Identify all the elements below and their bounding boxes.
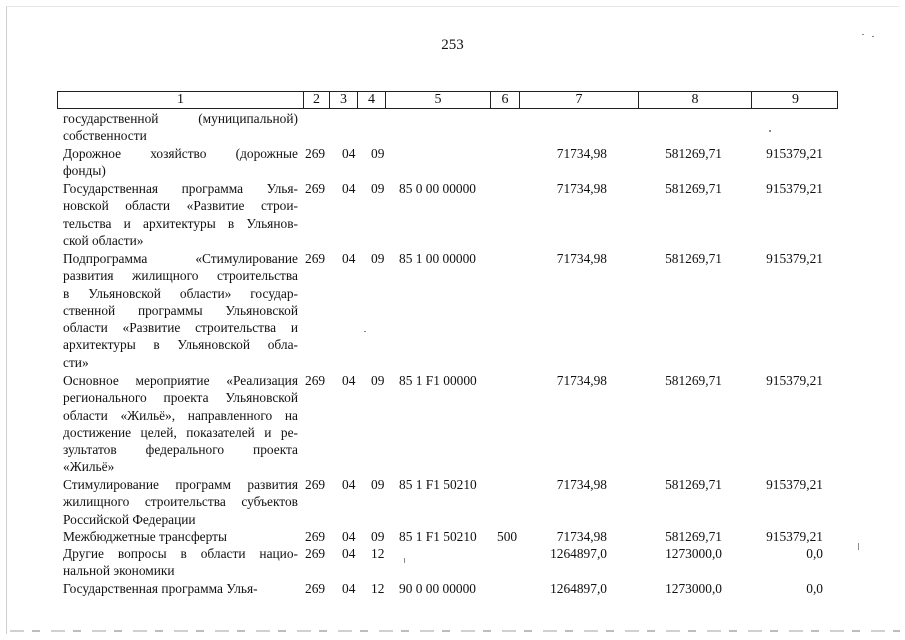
section-code: 04 bbox=[342, 146, 356, 161]
ministry-code: 269 bbox=[305, 477, 326, 492]
header-col-7: 7 bbox=[520, 92, 639, 108]
item-name bbox=[63, 580, 298, 597]
amount-col-7: 71734,98 bbox=[556, 251, 607, 266]
subsection-code: 09 bbox=[371, 251, 385, 266]
amount-col-9: 915379,21 bbox=[766, 373, 823, 388]
ministry-code: 269 bbox=[305, 581, 326, 596]
section-code: 04 bbox=[342, 529, 356, 544]
item-name-line: жилищного строительства субъектов bbox=[63, 494, 298, 510]
amount-col-7: 71734,98 bbox=[556, 146, 607, 161]
target-article-code: 85 1 00 00000 bbox=[399, 251, 476, 266]
amount-col-8: 1273000,0 bbox=[665, 581, 722, 596]
subsection-code: 09 bbox=[371, 146, 385, 161]
amount-col-7: 71734,98 bbox=[556, 477, 607, 492]
scan-edge bbox=[10, 630, 900, 632]
header-col-5: 5 bbox=[386, 92, 491, 108]
item-name-line: ской области» bbox=[63, 232, 144, 248]
amount-col-9: 915379,21 bbox=[766, 477, 823, 492]
target-article-code: 85 1 F1 50210 bbox=[399, 529, 477, 544]
item-name-line: Стимулирование программ развития bbox=[63, 477, 298, 492]
scan-speck bbox=[769, 130, 771, 132]
target-article-code: 85 0 00 00000 bbox=[399, 181, 476, 196]
header-col-9: 9 bbox=[792, 92, 799, 107]
amount-col-7: 1264897,0 bbox=[550, 546, 607, 561]
item-name-line: регионального проекта Ульяновской bbox=[63, 390, 298, 406]
page-number: 253 bbox=[441, 37, 464, 53]
amount-col-9: 915379,21 bbox=[766, 251, 823, 266]
item-name-line: Другие вопросы в области нацио- bbox=[63, 546, 298, 561]
amount-col-7: 71734,98 bbox=[556, 529, 607, 544]
scan-speck bbox=[404, 558, 405, 563]
item-name-line: архитектуры в Ульяновской обла- bbox=[63, 337, 298, 353]
amount-col-8: 581269,71 bbox=[665, 251, 722, 266]
target-article-code: 85 1 F1 50210 bbox=[399, 477, 477, 492]
item-name-line: «Жильё» bbox=[63, 459, 115, 475]
amount-col-8: 1273000,0 bbox=[665, 546, 722, 561]
item-name-line: Основное мероприятие «Реализация bbox=[63, 373, 298, 388]
item-name-line: собственности bbox=[63, 128, 147, 144]
ministry-code: 269 bbox=[305, 546, 326, 561]
header-col-2: 2 bbox=[304, 92, 330, 108]
item-name-line: нальной экономики bbox=[63, 563, 175, 579]
item-name-line: фонды) bbox=[63, 163, 106, 179]
subsection-code: 09 bbox=[371, 529, 385, 544]
item-name-line: развития жилищного строительства bbox=[63, 268, 298, 284]
section-code: 04 bbox=[342, 373, 356, 388]
item-name-line: ственной программы Ульяновской bbox=[63, 302, 298, 318]
subsection-code: 12 bbox=[371, 546, 385, 561]
amount-col-8: 581269,71 bbox=[665, 529, 722, 544]
section-code: 04 bbox=[342, 546, 356, 561]
amount-col-9: 915379,21 bbox=[766, 181, 823, 196]
section-code: 04 bbox=[342, 251, 356, 266]
scan-speck bbox=[862, 34, 864, 35]
subsection-code: 12 bbox=[371, 581, 385, 596]
item-name bbox=[63, 250, 298, 371]
expense-type-code: 500 bbox=[497, 529, 518, 544]
target-article-code: 85 1 F1 00000 bbox=[399, 373, 477, 388]
amount-col-9: 0,0 bbox=[806, 581, 823, 596]
item-name bbox=[63, 372, 298, 476]
item-name-line: сти» bbox=[63, 354, 89, 370]
scan-speck bbox=[364, 331, 366, 332]
item-name-line: новской области «Развитие строи- bbox=[63, 198, 298, 214]
header-col-4: 4 bbox=[358, 92, 386, 108]
amount-col-9: 0,0 bbox=[806, 546, 823, 561]
ministry-code: 269 bbox=[305, 373, 326, 388]
item-name-line: государственной (муниципальной) bbox=[63, 111, 298, 126]
item-name-line: в Ульяновской области» государ- bbox=[63, 285, 298, 301]
target-article-code: 90 0 00 00000 bbox=[399, 581, 476, 596]
section-code: 04 bbox=[342, 477, 356, 492]
scan-speck bbox=[858, 543, 859, 550]
amount-col-8: 581269,71 bbox=[665, 477, 722, 492]
amount-col-7: 1264897,0 bbox=[550, 581, 607, 596]
item-name-line: Межбюджетные трансферты bbox=[63, 529, 227, 544]
item-name-line: Государственная программа Улья- bbox=[63, 181, 298, 196]
section-code: 04 bbox=[342, 181, 356, 196]
amount-col-8: 581269,71 bbox=[665, 373, 722, 388]
subsection-code: 09 bbox=[371, 373, 385, 388]
item-name bbox=[63, 545, 298, 580]
table-header bbox=[57, 91, 838, 109]
amount-col-8: 581269,71 bbox=[665, 146, 722, 161]
item-name-line: области «Жильё», направленного на bbox=[63, 407, 298, 423]
item-name-line: Подпрограмма «Стимулирование bbox=[63, 251, 298, 266]
ministry-code: 269 bbox=[305, 146, 326, 161]
item-name-line: Дорожное хозяйство (дорожные bbox=[63, 146, 298, 161]
header-col-6: 6 bbox=[491, 92, 520, 108]
amount-col-7: 71734,98 bbox=[556, 181, 607, 196]
subsection-code: 09 bbox=[371, 181, 385, 196]
item-name-line: области «Развитие строительства и bbox=[63, 320, 298, 336]
item-name-line: тельства и архитектуры в Ульянов- bbox=[63, 215, 298, 231]
header-col-1: 1 bbox=[58, 92, 304, 108]
item-name-line: зультатов федерального проекта bbox=[63, 442, 298, 458]
amount-col-9: 915379,21 bbox=[766, 529, 823, 544]
item-name-line: Российской Федерации bbox=[63, 511, 196, 527]
ministry-code: 269 bbox=[305, 181, 326, 196]
item-name-line: Государственная программа Улья- bbox=[63, 581, 258, 596]
ministry-code: 269 bbox=[305, 529, 326, 544]
item-name bbox=[63, 180, 298, 249]
item-name bbox=[63, 110, 298, 145]
item-name bbox=[63, 528, 298, 545]
item-name bbox=[63, 145, 298, 180]
ministry-code: 269 bbox=[305, 251, 326, 266]
amount-col-8: 581269,71 bbox=[665, 181, 722, 196]
subsection-code: 09 bbox=[371, 477, 385, 492]
header-col-3: 3 bbox=[330, 92, 358, 108]
header-col-8: 8 bbox=[639, 92, 752, 108]
item-name bbox=[63, 476, 298, 528]
scan-speck bbox=[872, 36, 874, 37]
section-code: 04 bbox=[342, 581, 356, 596]
amount-col-7: 71734,98 bbox=[556, 373, 607, 388]
amount-col-9: 915379,21 bbox=[766, 146, 823, 161]
item-name-line: достижение целей, показателей и ре- bbox=[63, 424, 298, 440]
